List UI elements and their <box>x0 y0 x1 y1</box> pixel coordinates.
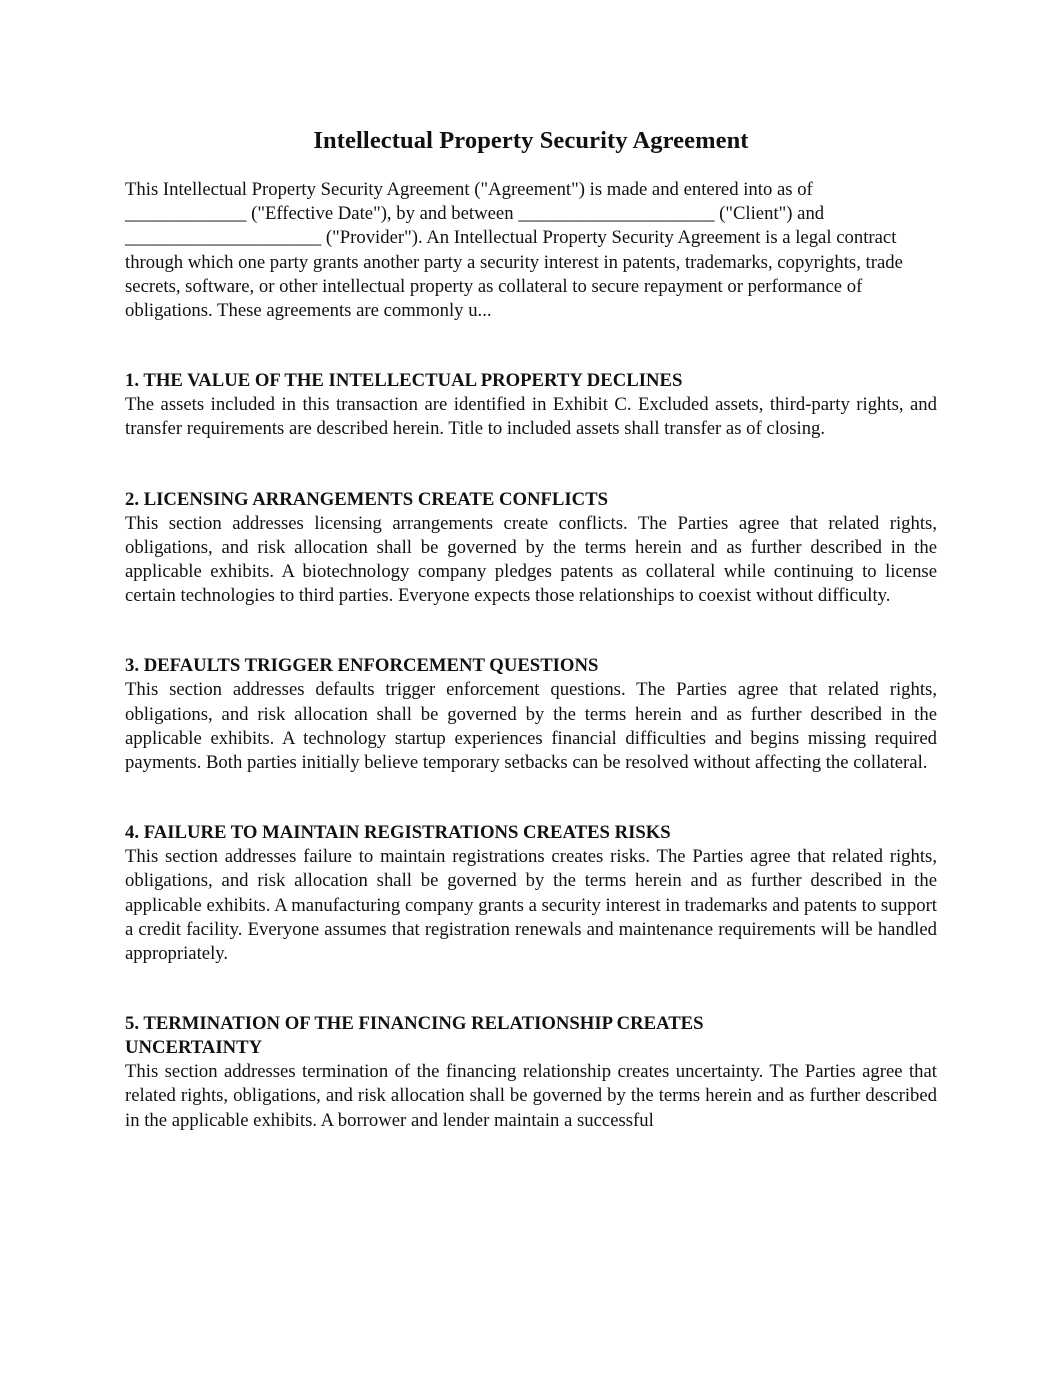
section-body: This section addresses defaults trigger enforcement questions. The Parties agree that related rights, obligations, and risk allocation shall be governed by the terms herein and as further described in the applicable exhibits. A technology startup experiences financial difficulties and begins missing required payments. Both parties initially believe temporary setbacks can be resolved without affecting the collateral. <box>125 679 937 774</box>
section-body: The assets included in this transaction are identified in Exhibit C. Excluded assets, third-party rights, and transfer requirements are described herein. Title to included assets shall transfer as of closing. <box>125 394 937 440</box>
section-3 <box>125 654 937 775</box>
section-body: This section addresses termination of the financing relationship creates uncertainty. The Parties agree that related rights, obligations, and risk allocation shall be governed by the terms herein and as further described in the applicable exhibits. A borrower and lender maintain a successful <box>125 1061 937 1131</box>
section-4 <box>125 821 937 966</box>
section-heading: 1. THE VALUE OF THE INTELLECTUAL PROPERTY DECLINES <box>125 370 683 392</box>
section-2 <box>125 488 937 609</box>
section-1 <box>125 369 937 441</box>
intro-paragraph: This Intellectual Property Security Agreement ("Agreement") is made and entered into as of _____________ ("Effective Date"), by and between _____________________ ("Client") and _____________________ ("Provider"). An Intellectual Property Security Agreement is a legal contract through which one party grants another party a security interest in patents, trademarks, copyrights, trade secrets, software, or other intellectual property as collateral to secure repayment or performance of obligations. These agreements are commonly u... <box>125 179 903 322</box>
section-heading: 4. FAILURE TO MAINTAIN REGISTRATIONS CREATES RISKS <box>125 822 671 844</box>
section-heading: 3. DEFAULTS TRIGGER ENFORCEMENT QUESTIONS <box>125 655 599 677</box>
section-heading: 2. LICENSING ARRANGEMENTS CREATE CONFLICTS <box>125 488 609 510</box>
section-body: This section addresses failure to maintain registrations creates risks. The Parties agree that related rights, obligations, and risk allocation shall be governed by the terms herein and as further described in the applicable exhibits. A manufacturing company grants a security interest in trademarks and patents to support a credit facility. Everyone assumes that registration renewals and maintenance requirements will be handled appropriately. <box>125 846 937 965</box>
document-page <box>125 122 937 1133</box>
section-heading: 5. TERMINATION OF THE FINANCING RELATIONSHIP CREATES UNCERTAINTY <box>125 1013 704 1059</box>
section-5 <box>125 1012 937 1133</box>
document-title: Intellectual Property Security Agreement <box>313 127 749 154</box>
section-body: This section addresses licensing arrangements create conflicts. The Parties agree that related rights, obligations, and risk allocation shall be governed by the terms herein and as further described in the applicable exhibits. A biotechnology company pledges patents as collateral while continuing to license certain technologies to third parties. Everyone expects those relationships to coexist without difficulty. <box>125 512 937 607</box>
